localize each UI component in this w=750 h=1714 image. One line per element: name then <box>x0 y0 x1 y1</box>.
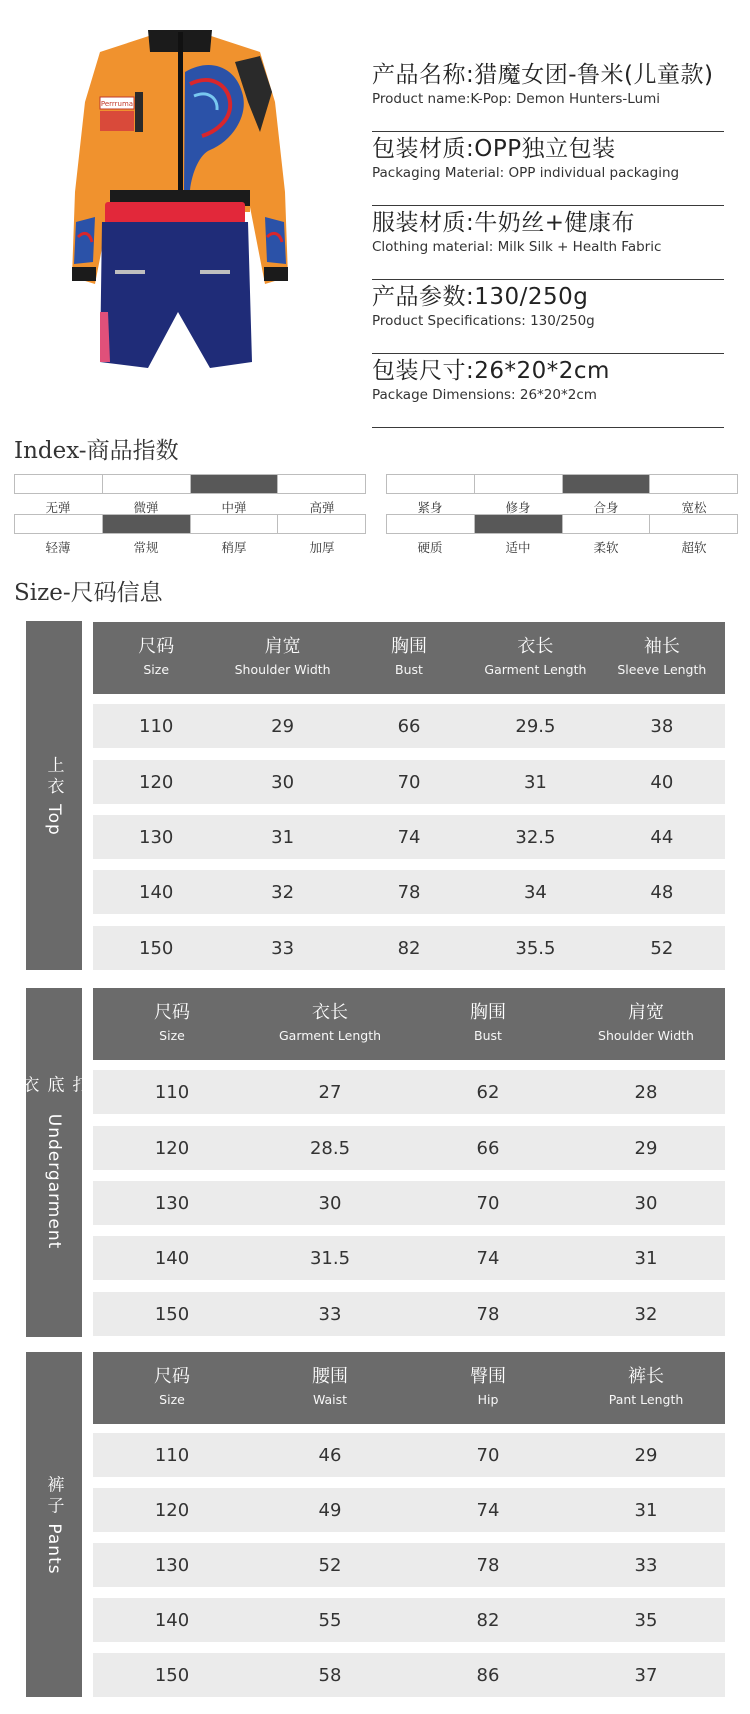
table-cell: 120 <box>154 1499 190 1521</box>
table-row <box>93 1126 725 1170</box>
scale-segment <box>387 475 475 493</box>
scale-label: 轻薄 <box>45 540 71 555</box>
table-row <box>93 704 725 748</box>
table-cell: 28 <box>634 1081 658 1103</box>
side-label-en: Pants <box>44 1522 64 1575</box>
scale-label: 修身 <box>505 500 531 515</box>
scale-bar <box>386 474 738 494</box>
scale-segment <box>387 515 475 533</box>
header-en: Pant Length <box>608 1392 684 1407</box>
header-en: Garment Length <box>278 1028 382 1043</box>
info-product-name <box>372 58 724 132</box>
info-en: Packaging Material: OPP individual packaging <box>372 165 680 181</box>
table-row <box>93 760 725 804</box>
info-material <box>372 206 724 280</box>
header-en: Bust <box>474 1028 502 1043</box>
header-cn: 衣长 <box>312 1002 348 1023</box>
scale-thickness <box>14 514 366 556</box>
info-en: Clothing material: Milk Silk + Health Fabric <box>372 239 662 255</box>
table-cell: 35 <box>634 1609 658 1631</box>
table-cell: 29 <box>634 1137 658 1159</box>
jacket-tag-text: Perrruma <box>100 100 134 108</box>
table-side-label-pants <box>26 1352 82 1697</box>
scale-label: 无弹 <box>45 500 71 515</box>
table-row <box>93 1181 725 1225</box>
scale-label: 微弹 <box>133 500 159 515</box>
header-cn: 胸围 <box>391 636 428 657</box>
side-label-cn: 打底衣 <box>18 1075 89 1097</box>
header-cell <box>251 1352 409 1424</box>
header-cell <box>599 622 725 694</box>
info-cn: 包装尺寸:26*20*2cm <box>372 358 610 384</box>
scale-elasticity <box>14 474 366 516</box>
table-cell: 33 <box>634 1554 658 1576</box>
table-cell: 49 <box>318 1499 342 1521</box>
table-cell: 31 <box>271 826 295 848</box>
table-cell: 29 <box>634 1444 658 1466</box>
table-cell: 32 <box>271 881 295 903</box>
table-cell: 66 <box>476 1137 500 1159</box>
side-label-cn: 上衣 <box>43 755 64 798</box>
table-cell: 82 <box>397 937 421 959</box>
product-info-list <box>372 58 724 428</box>
table-cell: 86 <box>476 1664 500 1686</box>
header-en: Garment Length <box>484 662 587 677</box>
table-cell: 32.5 <box>515 826 556 848</box>
table-cell: 44 <box>650 826 674 848</box>
table-cell: 140 <box>154 1247 190 1269</box>
info-dimensions <box>372 354 724 428</box>
table-row <box>93 1543 725 1587</box>
header-cell <box>409 1352 567 1424</box>
table-cell: 78 <box>476 1554 500 1576</box>
table-cell: 52 <box>318 1554 342 1576</box>
table-cell: 130 <box>154 1192 190 1214</box>
table-cell: 140 <box>154 1609 190 1631</box>
table-cell: 52 <box>650 937 674 959</box>
table-cell: 78 <box>476 1303 500 1325</box>
table-cell: 37 <box>634 1664 658 1686</box>
table-cell: 55 <box>318 1609 342 1631</box>
table-cell: 110 <box>154 1444 190 1466</box>
scale-bar <box>14 474 366 494</box>
table-cell: 66 <box>397 715 421 737</box>
header-cell <box>93 988 251 1060</box>
header-en: Waist <box>312 1392 348 1407</box>
scale-bar <box>386 514 738 534</box>
table-cell: 35.5 <box>515 937 556 959</box>
scale-segment <box>15 475 103 493</box>
table-cell: 30 <box>318 1192 342 1214</box>
header-cell <box>93 622 219 694</box>
header-en: Hip <box>477 1392 499 1407</box>
header-cn: 尺码 <box>154 1366 190 1387</box>
table-cell: 120 <box>154 1137 190 1159</box>
table-cell: 58 <box>318 1664 342 1686</box>
header-cn: 胸围 <box>470 1002 506 1023</box>
scale-segment <box>475 475 563 493</box>
scale-segment <box>103 475 191 493</box>
header-cn: 肩宽 <box>264 636 301 657</box>
header-cell <box>472 622 598 694</box>
scale-label: 超软 <box>681 540 707 555</box>
table-cell: 150 <box>154 1664 190 1686</box>
table-header <box>93 622 725 694</box>
table-row <box>93 1236 725 1280</box>
scale-label: 柔软 <box>593 540 619 555</box>
scale-label: 稍厚 <box>221 540 247 555</box>
scale-segment <box>15 515 103 533</box>
header-en: Sleeve Length <box>617 662 707 677</box>
header-cn: 臀围 <box>470 1366 506 1387</box>
side-label-en: Top <box>44 803 64 836</box>
table-cell: 74 <box>397 826 421 848</box>
scale-segment <box>278 515 365 533</box>
header-cell <box>346 622 472 694</box>
table-row <box>93 1433 725 1477</box>
scale-softness <box>386 514 738 556</box>
table-cell: 30 <box>634 1192 658 1214</box>
table-cell: 30 <box>271 771 295 793</box>
table-cell: 70 <box>476 1444 500 1466</box>
table-row <box>93 870 725 914</box>
table-side-label-top <box>26 621 82 970</box>
table-cell: 31 <box>634 1247 658 1269</box>
table-row <box>93 926 725 970</box>
info-specifications <box>372 280 724 354</box>
header-cell <box>567 988 725 1060</box>
info-packaging <box>372 132 724 206</box>
table-cell: 46 <box>318 1444 342 1466</box>
table-row <box>93 1292 725 1336</box>
table-cell: 33 <box>271 937 295 959</box>
info-en: Product Specifications: 130/250g <box>372 313 595 329</box>
header-cn: 肩宽 <box>628 1002 664 1023</box>
scale-segment <box>103 515 191 533</box>
header-cell <box>409 988 567 1060</box>
table-cell: 74 <box>476 1499 500 1521</box>
product-image <box>60 22 300 412</box>
header-en: Bust <box>395 662 423 677</box>
info-cn: 产品名称:猎魔女团-鲁米(儿童款) <box>372 62 714 88</box>
header-en: Size <box>143 662 170 677</box>
side-label-en: Undergarment <box>44 1114 64 1250</box>
table-cell: 62 <box>476 1081 500 1103</box>
scale-label: 合身 <box>593 500 619 515</box>
table-cell: 130 <box>139 826 174 848</box>
header-cell <box>251 988 409 1060</box>
table-cell: 29.5 <box>515 715 556 737</box>
table-cell: 27 <box>318 1081 342 1103</box>
scale-label: 常规 <box>133 540 159 555</box>
table-cell: 28.5 <box>309 1137 351 1159</box>
scale-label: 硬质 <box>417 540 443 555</box>
table-cell: 70 <box>397 771 421 793</box>
table-cell: 110 <box>154 1081 190 1103</box>
table-cell: 110 <box>139 715 174 737</box>
table-row <box>93 1488 725 1532</box>
table-cell: 82 <box>476 1609 500 1631</box>
table-cell: 40 <box>650 771 674 793</box>
table-cell: 38 <box>650 715 674 737</box>
scale-bar <box>14 514 366 534</box>
scale-segment <box>278 475 365 493</box>
table-cell: 32 <box>634 1303 658 1325</box>
table-row <box>93 1653 725 1697</box>
header-cn: 尺码 <box>138 636 175 657</box>
scale-label: 中弹 <box>221 500 247 515</box>
info-en: Product name:K-Pop: Demon Hunters-Lumi <box>372 91 661 107</box>
table-header <box>93 1352 725 1424</box>
info-cn: 包装材质:OPP独立包装 <box>372 136 616 162</box>
header-cn: 衣长 <box>517 636 554 657</box>
header-cell <box>93 1352 251 1424</box>
scale-segment <box>563 515 651 533</box>
table-cell: 140 <box>139 881 174 903</box>
table-cell: 78 <box>397 881 421 903</box>
table-cell: 34 <box>523 881 547 903</box>
table-cell: 70 <box>476 1192 500 1214</box>
table-cell: 31.5 <box>309 1247 351 1269</box>
table-cell: 130 <box>154 1554 190 1576</box>
header-cn: 尺码 <box>154 1002 190 1023</box>
info-cn: 服装材质:牛奶丝+健康布 <box>372 210 636 236</box>
table-header <box>93 988 725 1060</box>
scale-segment <box>650 475 737 493</box>
table-cell: 74 <box>476 1247 500 1269</box>
table-row <box>93 1598 725 1642</box>
scale-segment <box>650 515 737 533</box>
scale-label: 宽松 <box>681 500 707 515</box>
scale-segment <box>475 515 563 533</box>
table-cell: 150 <box>154 1303 190 1325</box>
header-en: Size <box>159 1028 185 1043</box>
table-cell: 31 <box>523 771 547 793</box>
index-title: Index-商品指数 <box>14 438 179 464</box>
table-side-label-undergarment <box>18 988 89 1337</box>
header-cn: 袖长 <box>643 636 680 657</box>
table-cell: 150 <box>139 937 174 959</box>
header-en: Size <box>159 1392 185 1407</box>
table-row <box>93 815 725 859</box>
table-cell: 29 <box>271 715 295 737</box>
header-cn: 裤长 <box>628 1366 664 1387</box>
scale-label: 紧身 <box>417 500 443 515</box>
table-cell: 120 <box>139 771 174 793</box>
size-title: Size-尺码信息 <box>14 580 163 606</box>
info-cn: 产品参数:130/250g <box>372 284 589 310</box>
table-row <box>93 1070 725 1114</box>
scale-fit <box>386 474 738 516</box>
table-cell: 48 <box>650 881 674 903</box>
scale-segment <box>191 475 279 493</box>
table-cell: 33 <box>318 1303 342 1325</box>
header-en: Shoulder Width <box>234 662 331 677</box>
table-cell: 31 <box>634 1499 658 1521</box>
header-en: Shoulder Width <box>598 1028 694 1043</box>
scale-segment <box>191 515 279 533</box>
scale-label: 高弹 <box>309 500 335 515</box>
header-cn: 腰围 <box>312 1366 348 1387</box>
header-cell <box>567 1352 725 1424</box>
header-cell <box>219 622 345 694</box>
scale-label: 适中 <box>505 540 531 555</box>
scale-segment <box>563 475 651 493</box>
info-en: Package Dimensions: 26*20*2cm <box>372 387 597 403</box>
side-label-cn: 裤子 <box>43 1474 64 1517</box>
scale-label: 加厚 <box>309 540 335 555</box>
